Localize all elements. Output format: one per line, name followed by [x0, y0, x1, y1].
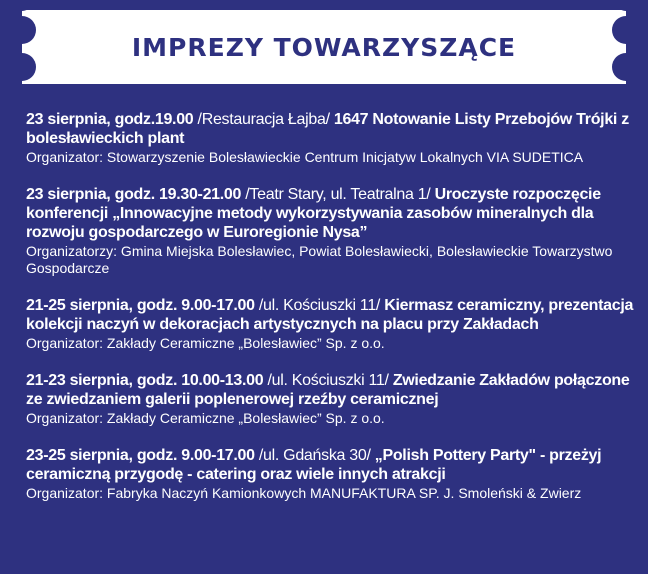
- event-organizer: Organizator: Zakłady Ceramiczne „Bolesławiec” Sp. z o.o.: [26, 410, 385, 426]
- event-organizer: Organizatorzy: Gmina Miejska Bolesławiec, Powiat Bolesławiecki, Bolesławieckie Towarzystwo Gospodarcze: [26, 243, 613, 276]
- event-place: /Restauracja Łajba/: [193, 111, 334, 128]
- event-description: [26, 110, 636, 148]
- event-description: [26, 446, 636, 484]
- event-place: /ul. Kościuszki 11/: [254, 297, 385, 314]
- event-date: 23 sierpnia, godz. 19.30-21.00: [26, 186, 242, 203]
- event-item: [26, 371, 636, 427]
- event-title: 1647 Notowanie Listy Przebojów Trójki z bolesławieckich plant: [26, 111, 629, 147]
- event-organizer: Organizator: Zakłady Ceramiczne „Bolesławiec” Sp. z o.o.: [26, 335, 385, 351]
- event-organizer: Organizator: Fabryka Naczyń Kamionkowych MANUFAKTURA SP. J. Smoleński & Zwierz: [26, 485, 582, 501]
- event-list: [26, 110, 636, 521]
- event-description: [26, 296, 636, 334]
- event-description: [26, 371, 636, 409]
- event-organizer: Organizator: Stowarzyszenie Bolesławieckie Centrum Inicjatyw Lokalnych VIA SUDETICA: [26, 149, 584, 165]
- event-title: „Polish Pottery Party" - przeżyj ceramiczną przygodę - catering oraz wiele innych atrakcji: [26, 447, 602, 483]
- event-place: /Teatr Stary, ul. Teatralna 1/: [241, 186, 435, 203]
- event-date: 23-25 sierpnia, godz. 9.00-17.00: [26, 447, 255, 464]
- event-place: /ul. Kościuszki 11/: [263, 372, 393, 389]
- header-banner: [0, 0, 648, 100]
- event-item: [26, 185, 636, 277]
- event-item: [26, 110, 636, 166]
- event-date: 21-23 sierpnia, godz. 10.00-13.00: [26, 372, 264, 389]
- page-title: IMPREZY TOWARZYSZĄCE: [131, 33, 517, 62]
- event-title: Zwiedzanie Zakładów połączone ze zwiedzaniem galerii poplenerowej rzeźby ceramicznej: [26, 372, 630, 408]
- event-description: [26, 185, 636, 242]
- event-date: 23 sierpnia, godz.19.00: [26, 111, 194, 128]
- event-date: 21-25 sierpnia, godz. 9.00-17.00: [26, 297, 255, 314]
- event-place: /ul. Gdańska 30/: [254, 447, 375, 464]
- event-title: Uroczyste rozpoczęcie konferencji „Innowacyjne metody wykorzystywania zasobów mineralnych dla rozwoju gospodarczego w Euroregionie Nysa”: [26, 186, 601, 241]
- event-title: Kiermasz ceramiczny, prezentacja kolekcji naczyń w dekoracjach artystycznych na placu przy Zakładach: [26, 297, 634, 333]
- event-item: [26, 446, 636, 502]
- event-item: [26, 296, 636, 352]
